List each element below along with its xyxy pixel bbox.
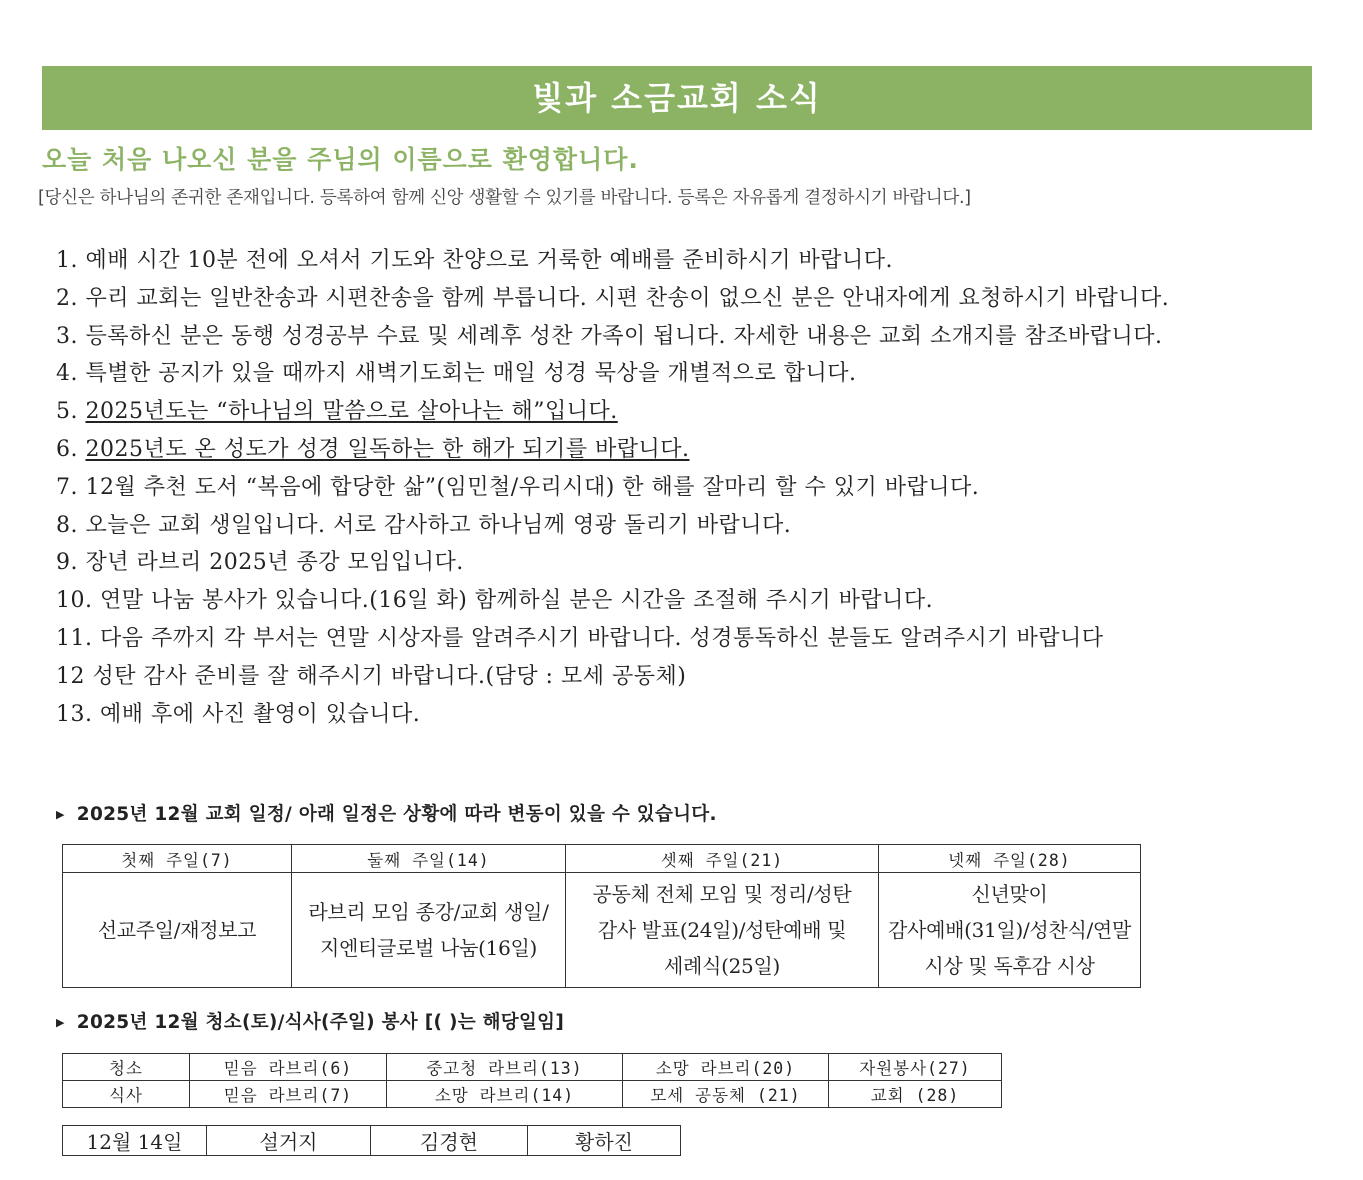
schedule-cell-line: 시상 및 독후감 시상 (924, 954, 1095, 978)
notice-item-2: 2. 우리 교회는 일반찬송과 시편찬송을 함께 부릅니다. 시편 찬송이 없으신 분은 안내자에게 요청하시기 바랍니다. (56, 285, 1170, 311)
schedule-cell-week3 (566, 873, 879, 988)
notice-item-7: 7. 12월 추천 도서 “복음에 합당한 삶”(임민철/우리시대) 한 해를 잘마리 할 수 있기 바랍니다. (56, 474, 980, 500)
schedule-body-row (63, 873, 1141, 988)
notice-item-10: 10. 연말 나눔 봉사가 있습니다.(16일 화) 함께하실 분은 시간을 조절해 주시기 바랍니다. (56, 588, 934, 614)
notice-list (56, 242, 1169, 733)
dishwashing-task: 설거지 (207, 1126, 371, 1156)
service-cell: 자원봉사(27) (829, 1054, 1002, 1081)
welcome-subnote: [당신은 하나님의 존귀한 존재입니다. 등록하여 함께 신앙 생활할 수 있기를 바랍니다. 등록은 자유롭게 결정하시기 바랍니다.] (38, 188, 971, 208)
service-cell: 식사 (63, 1081, 190, 1108)
notice-item-8: 8. 오늘은 교회 생일입니다. 서로 감사하고 하나님께 영광 돌리기 바랍니다. (56, 512, 792, 538)
schedule-header-week3: 셋째 주일(21) (566, 845, 879, 873)
dishwashing-table (62, 1125, 681, 1156)
dishwashing-row (63, 1126, 681, 1156)
service-cell: 소망 라브리(20) (623, 1054, 829, 1081)
service-cell: 교회 (28) (829, 1081, 1002, 1108)
notice-item-13: 13. 예배 후에 사진 촬영이 있습니다. (56, 701, 421, 727)
schedule-cell-week4 (879, 873, 1141, 988)
welcome-heading: 오늘 처음 나오신 분을 주님의 이름으로 환영합니다. (42, 145, 639, 174)
schedule-cell-line: 공동체 전체 모임 및 정리/성탄 (592, 882, 852, 906)
service-cell: 소망 라브리(14) (387, 1081, 623, 1108)
schedule-cell-line: 지엔티글로벌 나눔(16일) (319, 936, 538, 960)
service-cell: 청소 (63, 1054, 190, 1081)
schedule-header-week1: 첫째 주일(7) (63, 845, 292, 873)
notice-item-6-num: 6. (56, 436, 86, 462)
triangle-bullet-icon: ▶ (56, 808, 65, 821)
service-row-cleaning (63, 1054, 1002, 1081)
schedule-heading (56, 800, 717, 826)
dishwashing-person: 김경현 (371, 1126, 528, 1156)
service-heading-text: 2025년 12월 청소(토)/식사(주일) 봉사 [( )는 해당일임] (76, 1012, 565, 1033)
service-row-meal (63, 1081, 1002, 1108)
schedule-cell-line: 신년맞이 (971, 882, 1048, 906)
notice-item-5-num: 5. (56, 399, 86, 425)
service-cell: 믿음 라브리(7) (190, 1081, 387, 1108)
dishwashing-person: 황하진 (528, 1126, 681, 1156)
service-cell: 중고청 라브리(13) (387, 1054, 623, 1081)
notice-item-4: 4. 특별한 공지가 있을 때까지 새벽기도회는 매일 성경 묵상을 개별적으로 합니다. (56, 361, 857, 387)
notice-item-5 (56, 393, 1169, 431)
service-cell: 모세 공동체 (21) (623, 1081, 829, 1108)
notice-item-6-text: 2025년도 온 성도가 성경 일독하는 한 해가 되기를 바랍니다. (85, 436, 690, 462)
schedule-cell-line: 선교주일/재정보고 (97, 918, 257, 942)
notice-item-5-text: 2025년도는 “하나님의 말씀으로 살아나는 해”입니다. (85, 399, 618, 425)
service-cell: 믿음 라브리(6) (190, 1054, 387, 1081)
triangle-bullet-icon: ▶ (56, 1016, 65, 1029)
notice-item-12: 12 성탄 감사 준비를 잘 해주시기 바랍니다.(담당 : 모세 공동체) (56, 663, 687, 689)
notice-item-11: 11. 다음 주까지 각 부서는 연말 시상자를 알려주시기 바랍니다. 성경통독하신 분들도 알려주시기 바랍니다 (56, 625, 1104, 651)
schedule-header-week4: 넷째 주일(28) (879, 845, 1141, 873)
notice-item-9: 9. 장년 라브리 2025년 종강 모임입니다. (56, 550, 464, 576)
service-heading (56, 1008, 564, 1034)
schedule-cell-line: 라브리 모임 종강/교회 생일/ (308, 900, 549, 924)
banner-title: 빛과 소금교회 소식 (42, 66, 1312, 130)
schedule-cell-line: 감사 발표(24일)/성탄예배 및 (597, 918, 847, 942)
schedule-cell-week1 (63, 873, 292, 988)
schedule-cell-line: 감사예배(31일)/성찬식/연말 (888, 918, 1131, 942)
schedule-cell-week2 (292, 873, 566, 988)
notice-item-1: 1. 예배 시간 10분 전에 오셔서 기도와 찬양으로 거룩한 예배를 준비하시기 바랍니다. (56, 248, 893, 273)
dishwashing-date: 12월 14일 (63, 1126, 207, 1156)
schedule-table (62, 844, 1141, 988)
schedule-header-row (63, 845, 1141, 873)
schedule-cell-line: 세례식(25일) (664, 954, 780, 978)
schedule-header-week2: 둘째 주일(14) (292, 845, 566, 873)
notice-item-3: 3. 등록하신 분은 동행 성경공부 수료 및 세례후 성찬 가족이 됩니다. 자세한 내용은 교회 소개지를 참조바랍니다. (56, 323, 1163, 349)
notice-item-6 (56, 431, 1169, 469)
schedule-heading-text: 2025년 12월 교회 일정/ 아래 일정은 상황에 따라 변동이 있을 수 있습니다. (76, 804, 717, 825)
service-table (62, 1053, 1002, 1108)
